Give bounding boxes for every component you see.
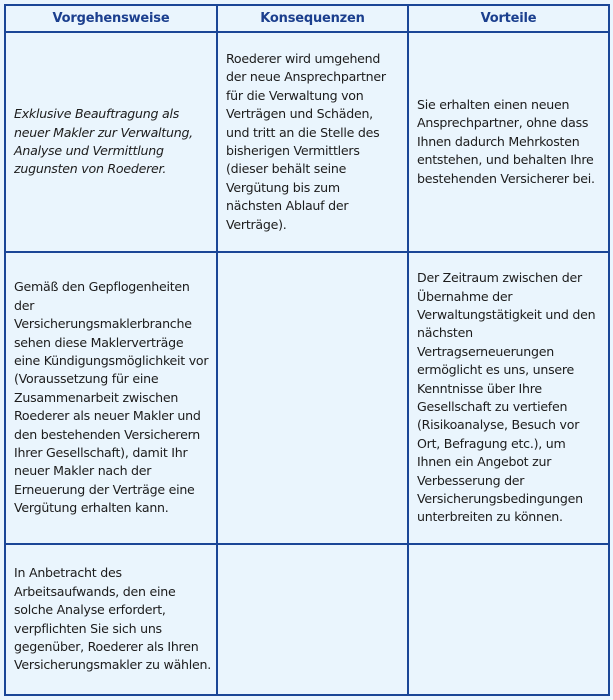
header-vorgehensweise: Vorgehensweise xyxy=(5,5,217,32)
header-konsequenzen: Konsequenzen xyxy=(217,5,408,32)
cell-vorgehensweise: Gemäß den Gepflogenheiten der Versicherungsmaklerbranche sehen diese Maklerverträge eine Kündigungsmöglichkeit vor (Voraussetzung für eine Zusammenarbeit zwischen Roederer als neuer Makler und den bestehenden Versicherern Ihrer Gesellschaft), damit Ihr neuer Makler nach der Erneuerung der Verträge eine Vergütung erhalten kann. xyxy=(5,252,217,544)
header-row xyxy=(5,5,609,32)
table-row xyxy=(5,544,609,695)
cell-konsequenzen: Roederer wird umgehend der neue Ansprechpartner für die Verwaltung von Verträgen und Schäden, und tritt an die Stelle des bisherigen Vermittlers (dieser behält seine Vergütung bis zum nächsten Ablauf der Verträge). xyxy=(217,32,408,252)
cell-vorteile: Sie erhalten einen neuen Ansprechpartner, ohne dass Ihnen dadurch Mehrkosten entstehen, und behalten Ihre bestehenden Versicherer bei. xyxy=(408,32,609,252)
cell-vorteile xyxy=(408,544,609,695)
cell-vorgehensweise: Exklusive Beauftragung als neuer Makler zur Verwaltung, Analyse und Vermittlung zugunsten von Roederer. xyxy=(5,32,217,252)
cell-konsequenzen xyxy=(217,252,408,544)
table-row xyxy=(5,252,609,544)
table-row xyxy=(5,32,609,252)
comparison-table xyxy=(4,4,610,696)
cell-konsequenzen xyxy=(217,544,408,695)
header-vorteile: Vorteile xyxy=(408,5,609,32)
cell-vorteile: Der Zeitraum zwischen der Übernahme der Verwaltungstätigkeit und den nächsten Vertragserneuerungen ermöglicht es uns, unsere Kenntnisse über Ihre Gesellschaft zu vertiefen (Risikoanalyse, Besuch vor Ort, Befragung etc.), um Ihnen ein Angebot zur Verbesserung der Versicherungsbedingungen unterbreiten zu können. xyxy=(408,252,609,544)
cell-vorgehensweise: In Anbetracht des Arbeitsaufwands, den eine solche Analyse erfordert, verpflichten Sie sich uns gegenüber, Roederer als Ihren Versicherungsmakler zu wählen. xyxy=(5,544,217,695)
